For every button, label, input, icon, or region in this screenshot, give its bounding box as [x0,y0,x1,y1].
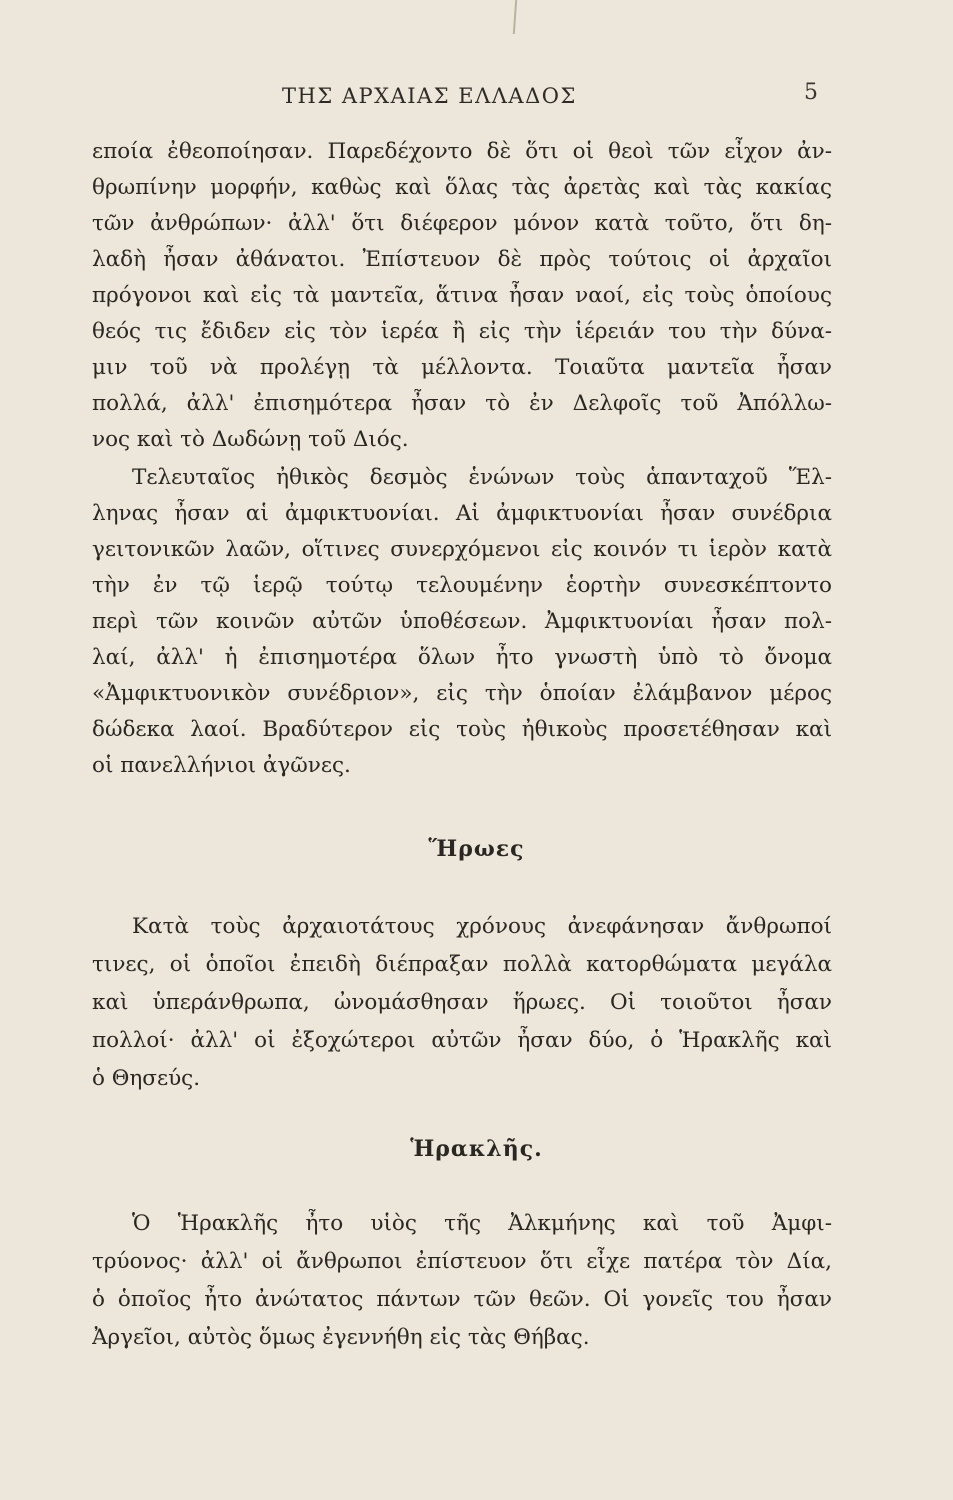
text-line: τὴν ἐν τῷ ἱερῷ τούτῳ τελουμένην ἑορτὴν συνεσκέπτοντο [92,573,832,598]
section-heading-heroes: Ἥρωες [428,836,525,862]
text-line: οἱ πανελλήνιοι ἀγῶνες. [92,753,351,778]
text-line: τρύονος· ἀλλ' οἱ ἄνθρωποι ἐπίστευον ὅτι εἶχε πατέρα τὸν Δία, [92,1249,832,1274]
text-line: δώδεκα λαοί. Βραδύτερον εἰς τοὺς ἠθικοὺς προσετέθησαν καὶ [92,717,832,742]
text-line: Ἀργεῖοι, αὐτὸς ὅμως ἐγεννήθη εἰς τὰς Θήβας. [92,1325,590,1350]
ink-mark [513,0,517,34]
text-line: περὶ τῶν κοινῶν αὐτῶν ὑποθέσεων. Ἀμφικτυονίαι ἦσαν πολ- [92,609,832,634]
text-line: γειτονικῶν λαῶν, οἵτινες συνερχόμενοι εἰς κοινόν τι ἱερὸν κατὰ [92,537,832,562]
text-line: νος καὶ τὸ Δωδώνῃ τοῦ Διός. [92,427,409,452]
text-line: θρωπίνην μορφήν, καθὼς καὶ ὅλας τὰς ἀρετὰς καὶ τὰς κακίας [92,175,832,200]
text-line: μιν τοῦ νὰ προλέγῃ τὰ μέλλοντα. Τοιαῦτα μαντεῖα ἦσαν [92,355,832,380]
text-line: λαί, ἀλλ' ἡ ἐπισημοτέρα ὅλων ἦτο γνωστὴ ὑπὸ τὸ ὄνομα [92,645,832,670]
text-line: Ὁ Ἡρακλῆς ἦτο υἱὸς τῆς Ἀλκμήνης καὶ τοῦ Ἀμφι- [132,1211,832,1236]
text-line: ληνας ἦσαν αἱ ἀμφικτυονίαι. Αἱ ἀμφικτυονίαι ἦσαν συνέδρια [92,501,832,526]
text-line: Κατὰ τοὺς ἀρχαιοτάτους χρόνους ἀνεφάνησαν ἄνθρωποί [132,914,832,939]
section-heading-heracles: Ἡρακλῆς. [410,1136,543,1162]
text-line: εποία ἐθεοποίησαν. Παρεδέχοντο δὲ ὅτι οἱ θεοὶ τῶν εἶχον ἀν- [92,139,832,164]
text-line: λαδὴ ἦσαν ἀθάνατοι. Ἐπίστευον δὲ πρὸς τούτοις οἱ ἀρχαῖοι [92,247,832,272]
text-line: καὶ ὑπεράνθρωπα, ὠνομάσθησαν ἥρωες. Οἱ τοιοῦτοι ἦσαν [92,990,832,1015]
text-line: πολλοί· ἀλλ' οἱ ἐξοχώτεροι αὐτῶν ἦσαν δύο, ὁ Ἡρακλῆς καὶ [92,1028,832,1053]
running-head: ΤΗΣ ΑΡΧΑΙΑΣ ΕΛΛΑΔΟΣ [282,84,577,108]
text-line: θεός τις ἔδιδεν εἰς τὸν ἱερέα ἢ εἰς τὴν ἱέρειάν του τὴν δύνα- [92,319,832,344]
text-line: ὁ Θησεύς. [92,1066,201,1091]
text-line: πρόγονοι καὶ εἰς τὰ μαντεῖα, ἅτινα ἦσαν ναοί, εἰς τοὺς ὁποίους [92,283,832,308]
text-line: τῶν ἀνθρώπων· ἀλλ' ὅτι διέφερον μόνον κατὰ τοῦτο, ὅτι δη- [92,211,832,236]
text-line: ὁ ὁποῖος ἦτο ἀνώτατος πάντων τῶν θεῶν. Οἱ γονεῖς του ἦσαν [92,1287,832,1312]
text-line: τινες, οἱ ὁποῖοι ἐπειδὴ διέπραξαν πολλὰ κατορθώματα μεγάλα [92,952,832,977]
text-line: «Ἀμφικτυονικὸν συνέδριον», εἰς τὴν ὁποίαν ἐλάμβανον μέρος [92,681,832,706]
page-number: 5 [804,80,818,105]
text-line: πολλά, ἀλλ' ἐπισημότερα ἦσαν τὸ ἐν Δελφοῖς τοῦ Ἀπόλλω- [92,391,832,416]
text-line: Τελευταῖος ἠθικὸς δεσμὸς ἑνώνων τοὺς ἁπανταχοῦ Ἕλ- [132,465,832,490]
